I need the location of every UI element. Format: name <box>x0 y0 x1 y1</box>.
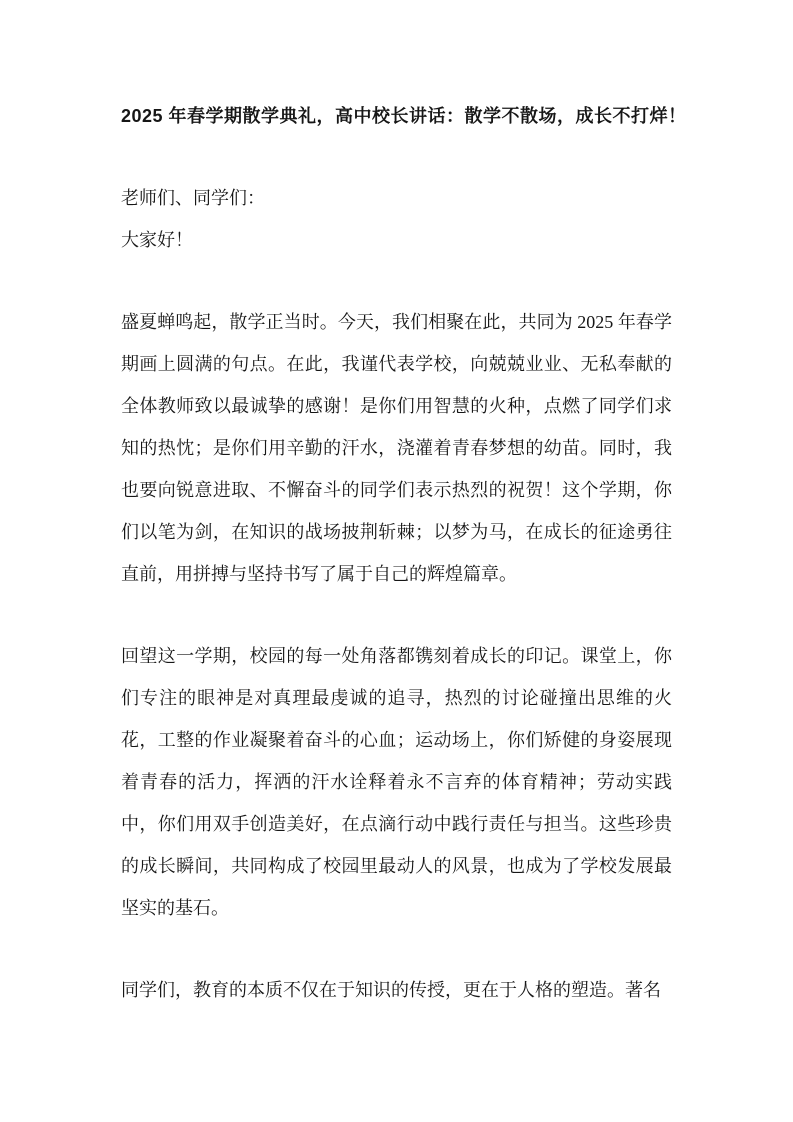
paragraph-salutation: 大家好！ <box>121 230 193 250</box>
paragraph-body-1: 盛夏蝉鸣起，散学正当时。今天，我们相聚在此，共同为 2025 年春学期画上圆满的句点。在此，我谨代表学校，向兢兢业业、无私奉献的全体教师致以最诚挚的感谢！是你们用智慧的火种，点燃了同学们求知的热忱；是你们用辛勤的汗水，浇灌着青春梦想的幼苗。同时，我也要向锐意进取、不懈奋斗的同学们表示热烈的祝贺！这个学期，你们以笔为剑，在知识的战场披荆斩棘；以梦为马，在成长的征途勇往直前，用拼搏与坚持书写了属于自己的辉煌篇章。 <box>121 312 672 584</box>
paragraph-body-2: 回望这一学期，校园的每一处角落都镌刻着成长的印记。课堂上，你们专注的眼神是对真理最虔诚的追寻，热烈的讨论碰撞出思维的火花，工整的作业凝聚着奋斗的心血；运动场上，你们矫健的身姿展现着青春的活力，挥洒的汗水诠释着永不言弃的体育精神；劳动实践中，你们用双手创造美好，在点滴行动中践行责任与担当。这些珍贵的成长瞬间，共同构成了校园里最动人的风景，也成为了学校发展最坚实的基石。 <box>121 646 672 918</box>
paragraph-body-3: 同学们，教育的本质不仅在于知识的传授，更在于人格的塑造。著名 <box>121 980 661 1000</box>
document-title: 2025 年春学期散学典礼，高中校长讲话：散学不散场，成长不打烊！ <box>121 106 687 126</box>
paragraph-greeting: 老师们、同学们： <box>121 188 265 208</box>
